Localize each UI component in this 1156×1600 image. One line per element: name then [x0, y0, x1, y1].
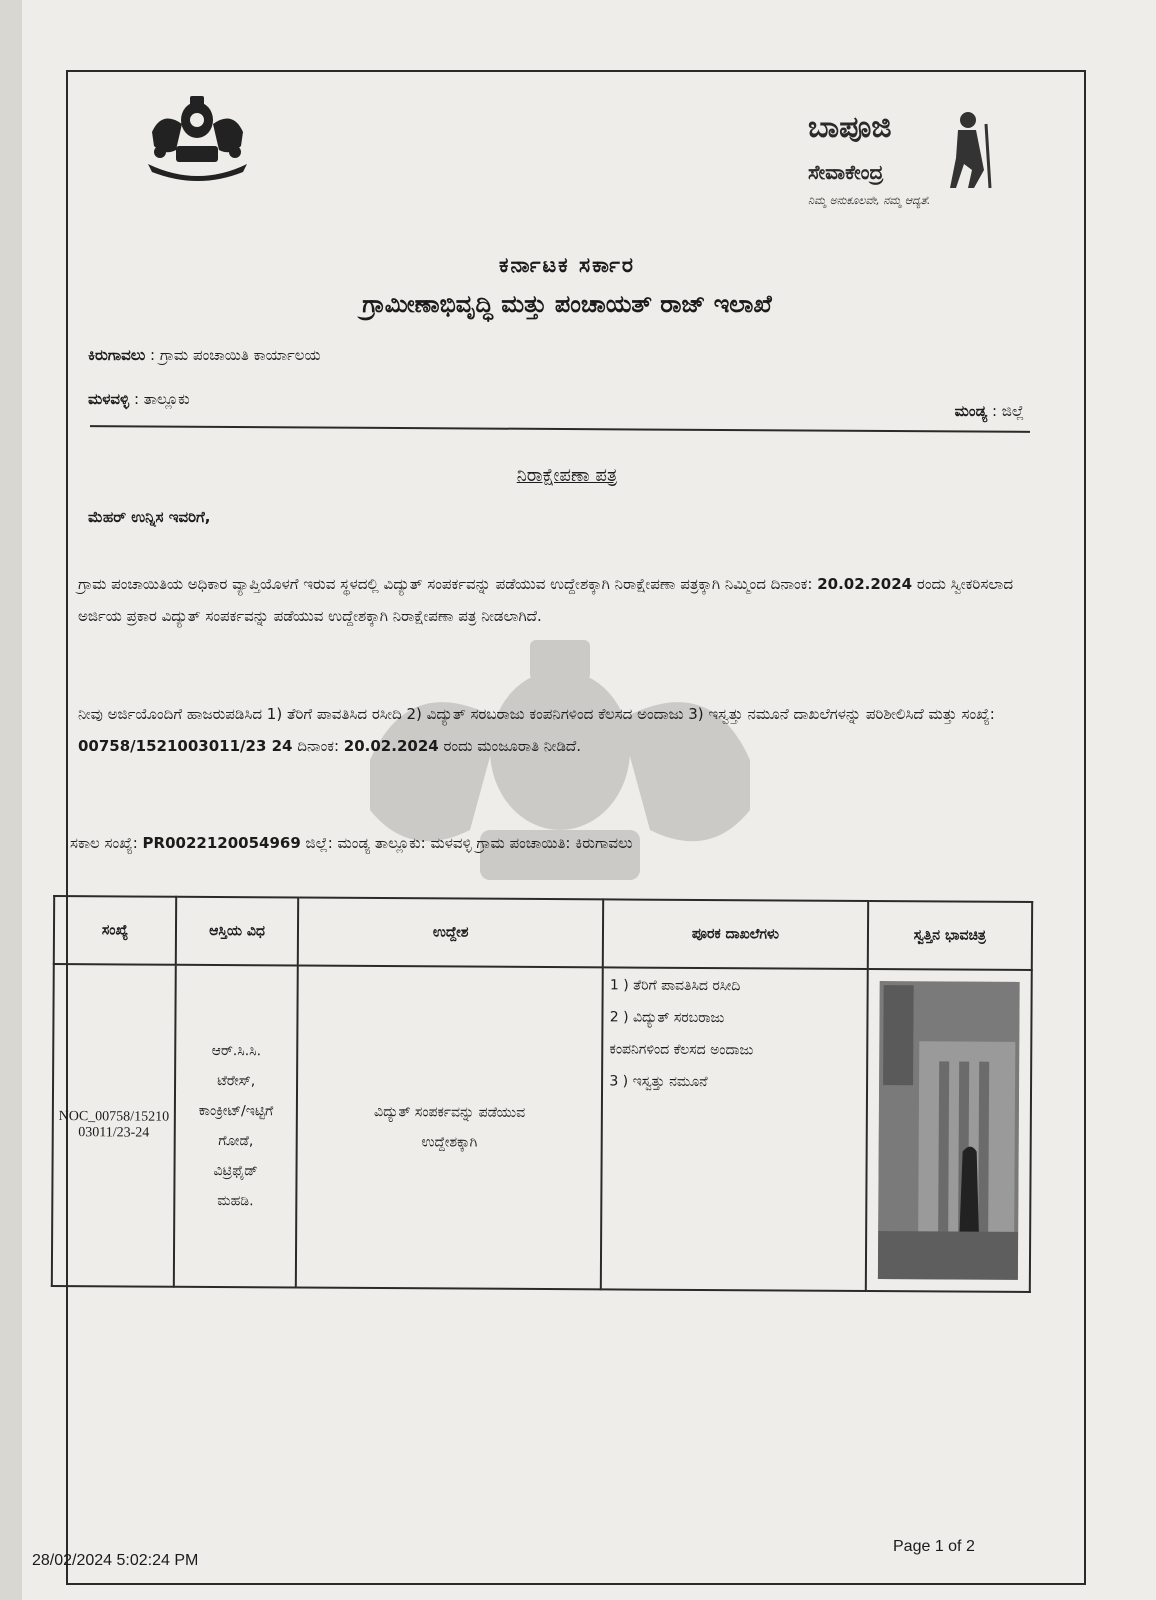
para2-text-b: ದಿನಾಂಕ:: [292, 737, 344, 755]
logo-subtitle: ಸೇವಾಕೇಂದ್ರ: [808, 160, 884, 184]
district-line: [955, 402, 1024, 420]
purpose-line: ಉದ್ದೇಶಕ್ಕಾಗಿ: [421, 1134, 478, 1151]
taluk-label: : ತಾಲ್ಲೂಕು: [129, 390, 190, 408]
government-heading: ಕರ್ನಾಟಕ ಸರ್ಕಾರ: [499, 253, 635, 277]
taluk-place: ಮಳವಳ್ಳಿ: [88, 390, 130, 408]
property-type-line: ವಿಟ್ರಿಫೈಡ್: [213, 1162, 258, 1180]
paragraph-1: [78, 568, 1038, 632]
document-item: 2 ) ವಿದ್ಯುತ್ ಸರಬರಾಜು: [609, 1009, 725, 1027]
header-documents: ಪೂರಕ ದಾಖಲೆಗಳು: [603, 899, 868, 969]
noc-table: [51, 895, 1033, 1293]
para2-number: 00758/1521003011/23 24: [78, 737, 293, 755]
noc-number: NOC_00758/1521003011/23-24: [52, 964, 176, 1287]
header-purpose: ಉದ್ದೇಶ: [298, 898, 604, 968]
bapuji-seva-kendra-logo: [808, 110, 1020, 210]
sakala-label: ಸಕಾಲ ಸಂಖ್ಯೆ:: [70, 834, 143, 852]
para2-text-a: ನೀವು ಅರ್ಜಿಯೊಂದಿಗೆ ಹಾಜರುಪಡಿಸಿದ 1) ತೆರಿಗೆ ಪಾವತಿಸಿದ ರಸೀದಿ 2) ವಿದ್ಯುತ್ ಸರಬರಾಜು ಕಂಪನಿಗಳಿಂದ ಕೆಲಸದ ಅಂದಾಜು 3) ಇಸ್ವತ್ತು ನಮೂನೆ ದಾಖಲೆಗಳನ್ನು ಪರಿಶೀಲಿಸಿದೆ ಮತ್ತು ಸಂಖ್ಯೆ:: [78, 705, 995, 723]
print-timestamp: 28/02/2024 5:02:24 PM: [32, 1552, 199, 1569]
property-type-line: ಆರ್.ಸಿ.ಸಿ.: [211, 1042, 262, 1060]
header-photo: ಸ್ವತ್ತಿನ ಭಾವಚಿತ್ರ: [867, 901, 1032, 970]
para1-text-a: ಗ್ರಾಮ ಪಂಚಾಯಿತಿಯ ಅಧಿಕಾರ ವ್ಯಾಪ್ತಿಯೊಳಗೆ ಇರುವ ಸ್ಥಳದಲ್ಲಿ ವಿದ್ಯುತ್ ಸಂಪರ್ಕವನ್ನು ಪಡೆಯುವ ಉದ್ದೇಶಕ್ಕಾಗಿ ನಿರಾಕ್ಷೇಪಣಾ ಪತ್ರಕ್ಕಾಗಿ ನಿಮ್ಮಿಂದ ದಿನಾಂಕ:: [78, 575, 818, 593]
sakala-number: PR0022120054969: [142, 834, 301, 852]
page-number: Page 1 of 2: [893, 1538, 975, 1555]
office-line: [88, 346, 321, 364]
property-type-line: ಟೆರೇಸ್,: [217, 1073, 256, 1090]
district-label: : ಜಿಲ್ಲೆ: [987, 402, 1024, 420]
para2-text-c: ರಂದು ಮಂಜೂರಾತಿ ನೀಡಿದೆ.: [438, 737, 581, 755]
gandhi-figure-icon: [938, 110, 998, 190]
emblem-watermark: [330, 640, 790, 890]
document-item: 1 ) ತೆರಿಗೆ ಪಾವತಿಸಿದ ರಸೀದಿ: [609, 977, 741, 995]
sakala-line: [70, 834, 632, 852]
paragraph-2: [78, 698, 1038, 762]
department-heading: ಗ್ರಾಮೀಣಾಭಿವೃದ್ಧಿ ಮತ್ತು ಪಂಚಾಯತ್ ರಾಜ್ ಇಲಾಖೆ: [362, 290, 772, 318]
office-place: ಕಿರುಗಾವಲು: [88, 346, 146, 364]
document-title: ನಿರಾಕ್ಷೇಪಣಾ ಪತ್ರ: [516, 465, 618, 486]
purpose-cell: [296, 966, 603, 1290]
para2-date: 20.02.2024: [343, 737, 439, 755]
logo-title: ಬಾಪೂಜಿ: [808, 110, 892, 145]
para1-date: 20.02.2024: [817, 575, 913, 593]
logo-tagline: ನಿಮ್ಮ ಅನುಕೂಲವೇ, ನಮ್ಮ ಆದ್ಯತೆ.: [808, 194, 931, 207]
property-type-line: ಮಹಡಿ.: [217, 1193, 254, 1210]
district-place: ಮಂಡ್ಯ: [954, 402, 988, 420]
table-header-row: [54, 896, 1032, 970]
office-label: : ಗ್ರಾಮ ಪಂಚಾಯಿತಿ ಕಾರ್ಯಾಲಯ: [145, 346, 321, 364]
table-row: [52, 964, 1032, 1292]
document-item: 3 ) ಇಸ್ವತ್ತು ನಮೂನೆ: [609, 1073, 708, 1091]
taluk-line: [88, 390, 190, 408]
property-photo: [878, 981, 1020, 1280]
addressee: ಮೆಹರ್ ಉನ್ನಿಸ ಇವರಿಗೆ,: [88, 508, 211, 526]
para1-text-b: ರಂದು ಸ್ವೀಕರಿಸಲಾದ ಅರ್ಜಿಯ ಪ್ರಕಾರ ವಿದ್ಯುತ್ ಸಂಪರ್ಕವನ್ನು ಪಡೆಯುವ ಉದ್ದೇಶಕ್ಕಾಗಿ ನಿರಾಕ್ಷೇಪಣಾ ಪತ್ರ ನೀಡಲಾಗಿದೆ.: [78, 575, 1014, 625]
documents-cell: [601, 967, 867, 1291]
header-property-type: ಆಸ್ತಿಯ ವಿಧ: [176, 897, 298, 966]
sakala-details: ಜಿಲ್ಲೆ: ಮಂಡ್ಯ ತಾಲ್ಲೂಕು: ಮಳವಳ್ಳಿ ಗ್ರಾಮ ಪಂಚಾಯಿತಿ: ಕಿರುಗಾವಲು: [300, 834, 633, 852]
photo-cell: [866, 969, 1032, 1292]
property-photo-image: [878, 981, 1020, 1280]
property-type-cell: [174, 965, 298, 1288]
property-type-line: ಗೋಡೆ,: [218, 1133, 254, 1150]
document-item: ಕಂಪನಿಗಳಿಂದ ಕೆಲಸದ ಅಂದಾಜು: [609, 1041, 754, 1059]
header-number: ಸಂಖ್ಯೆ: [54, 896, 176, 965]
purpose-line: ವಿದ್ಯುತ್ ಸಂಪರ್ಕವನ್ನು ಪಡೆಯುವ: [374, 1103, 526, 1121]
property-type-line: ಕಾಂಕ್ರೀಟ್/ಇಟ್ಟಿಗೆ: [198, 1102, 274, 1120]
karnataka-emblem-icon: [140, 92, 255, 187]
